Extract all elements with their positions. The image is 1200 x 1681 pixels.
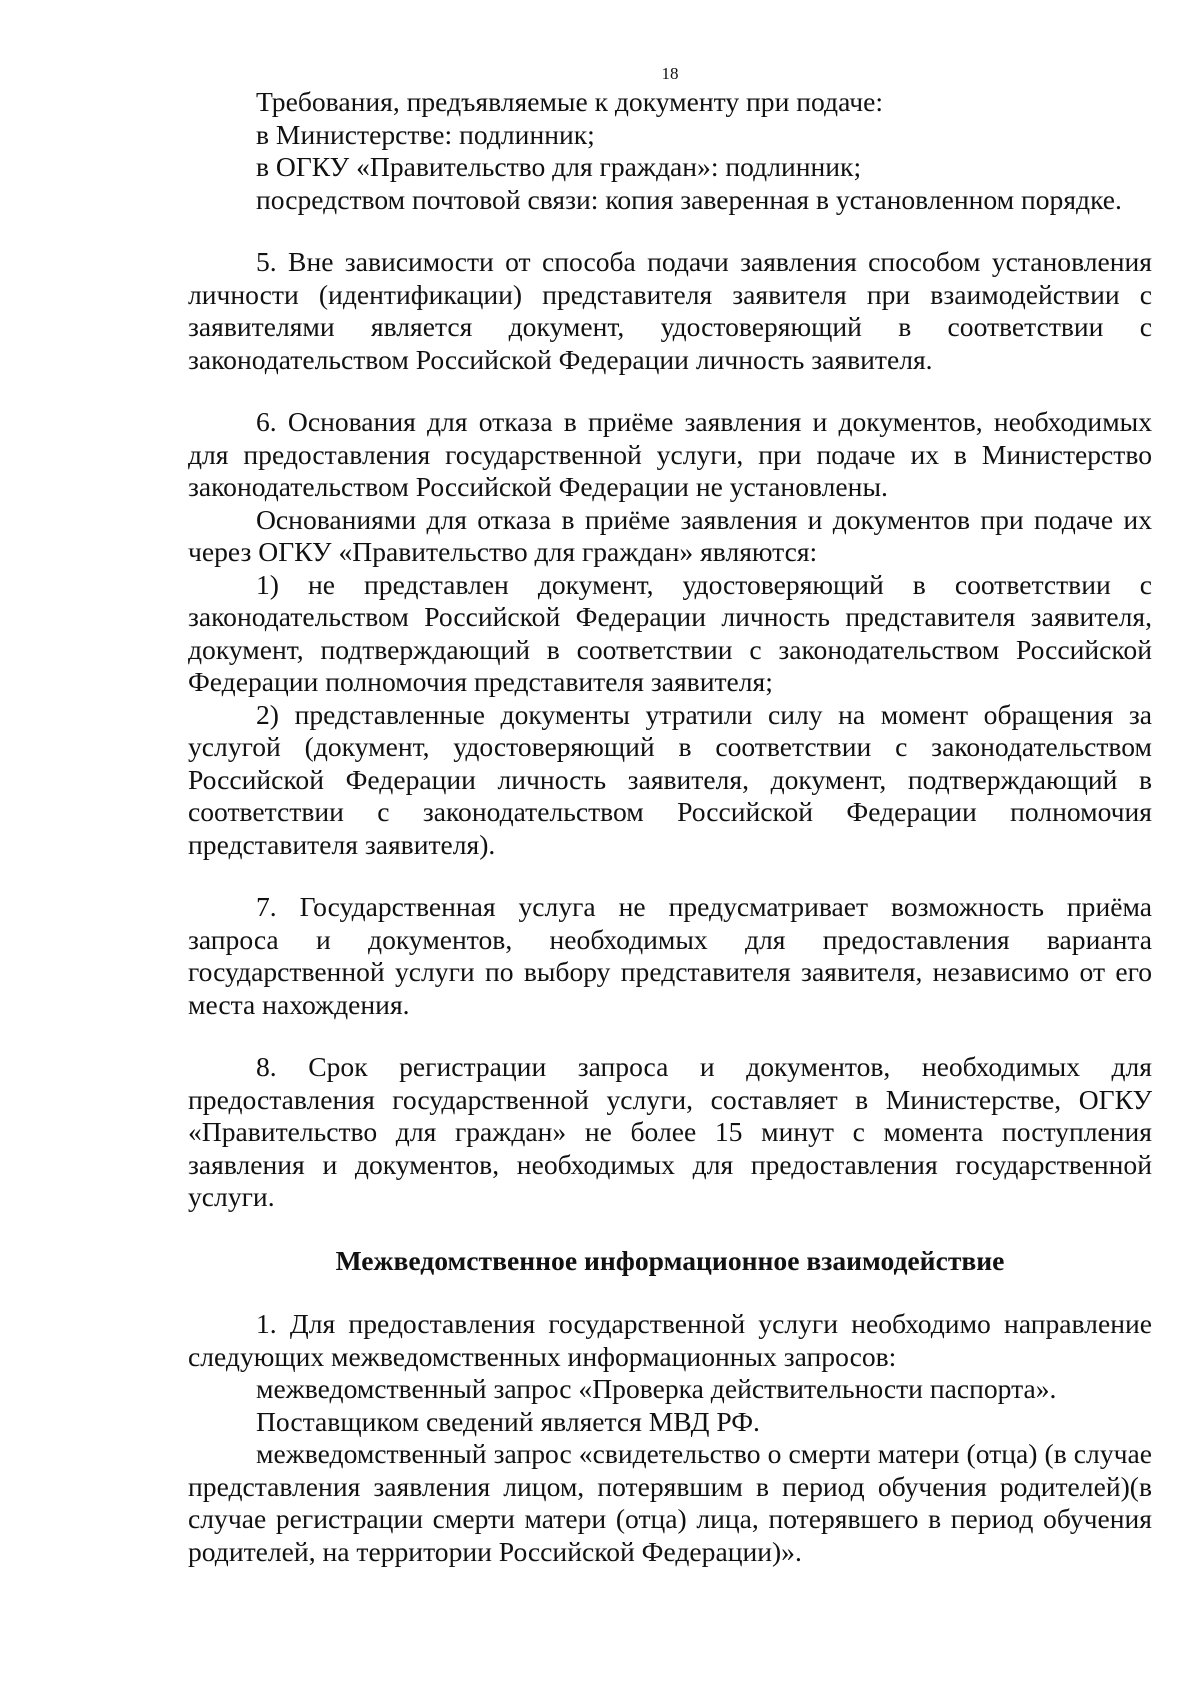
paragraph-ogku: в ОГКУ «Правительство для граждан»: подлинник; — [256, 151, 862, 182]
paragraph-passport-request: межведомственный запрос «Проверка действительности паспорта». — [256, 1373, 1057, 1404]
paragraph-refusal-grounds: Основаниями для отказа в приёме заявления и документов при подаче их через ОГКУ «Правительство для граждан» являются: — [188, 503, 1152, 567]
page-number: 18 — [661, 64, 679, 83]
paragraph-item-7: 7. Государственная услуга не предусматривает возможность приёма запроса и документов, необходимых для предоставления варианта государственной услуги по выбору представителя заявителя, независимо от его места нахождения. — [188, 891, 1152, 1020]
paragraph-subitem-1: 1) не представлен документ, удостоверяющий в соответствии с законодательством Российской Федерации личность представителя заявителя, документ, подтверждающий в соответствии с законодательством Российской Федерации полномочия представителя заявителя; — [188, 568, 1152, 697]
paragraph-death-certificate-request: межведомственный запрос «свидетельство о смерти матери (отца) (в случае представления заявления лицом, потерявшим в период обучения родителей)(в случае регистрации смерти матери (отца) лица, потерявшего в период обучения родителей, на территории Российской Федерации)». — [188, 1438, 1152, 1567]
paragraph-ministry: в Министерстве: подлинник; — [256, 118, 595, 150]
paragraph-provider: Поставщиком сведений является МВД РФ. — [256, 1405, 760, 1437]
document-body — [188, 86, 1152, 1568]
paragraph-interagency-1: 1. Для предоставления государственной услуги необходимо направление следующих межведомственных информационных запросов: — [188, 1308, 1152, 1372]
section-heading: Межведомственное информационное взаимодействие — [335, 1244, 1005, 1276]
paragraph-postal: посредством почтовой связи: копия заверенная в установленном порядке. — [256, 183, 1122, 215]
paragraph-requirements: Требования, предъявляемые к документу при подаче: — [256, 86, 884, 117]
paragraph-item-5: 5. Вне зависимости от способа подачи заявления способом установления личности (идентификации) представителя заявителя при взаимодействии с заявителями является документ, удостоверяющий в соответствии с законодательством Российской Федерации личность заявителя. — [188, 246, 1152, 375]
paragraph-item-6: 6. Основания для отказа в приёме заявления и документов, необходимых для предоставления государственной услуги, при подаче их в Министерство законодательством Российской Федерации не установлены. — [188, 406, 1152, 502]
paragraph-subitem-2: 2) представленные документы утратили силу на момент обращения за услугой (документ, удостоверяющий в соответствии с законодательством Российской Федерации личность заявителя, документ, подтверждающий в соответствии с законодательством Российской Федерации полномочия представителя заявителя). — [188, 698, 1152, 860]
paragraph-item-8: 8. Срок регистрации запроса и документов, необходимых для предоставления государственной услуги, составляет в Министерстве, ОГКУ «Правительство для граждан» не более 15 минут с момента поступления заявления и документов, необходимых для предоставления государственной услуги. — [188, 1051, 1152, 1212]
